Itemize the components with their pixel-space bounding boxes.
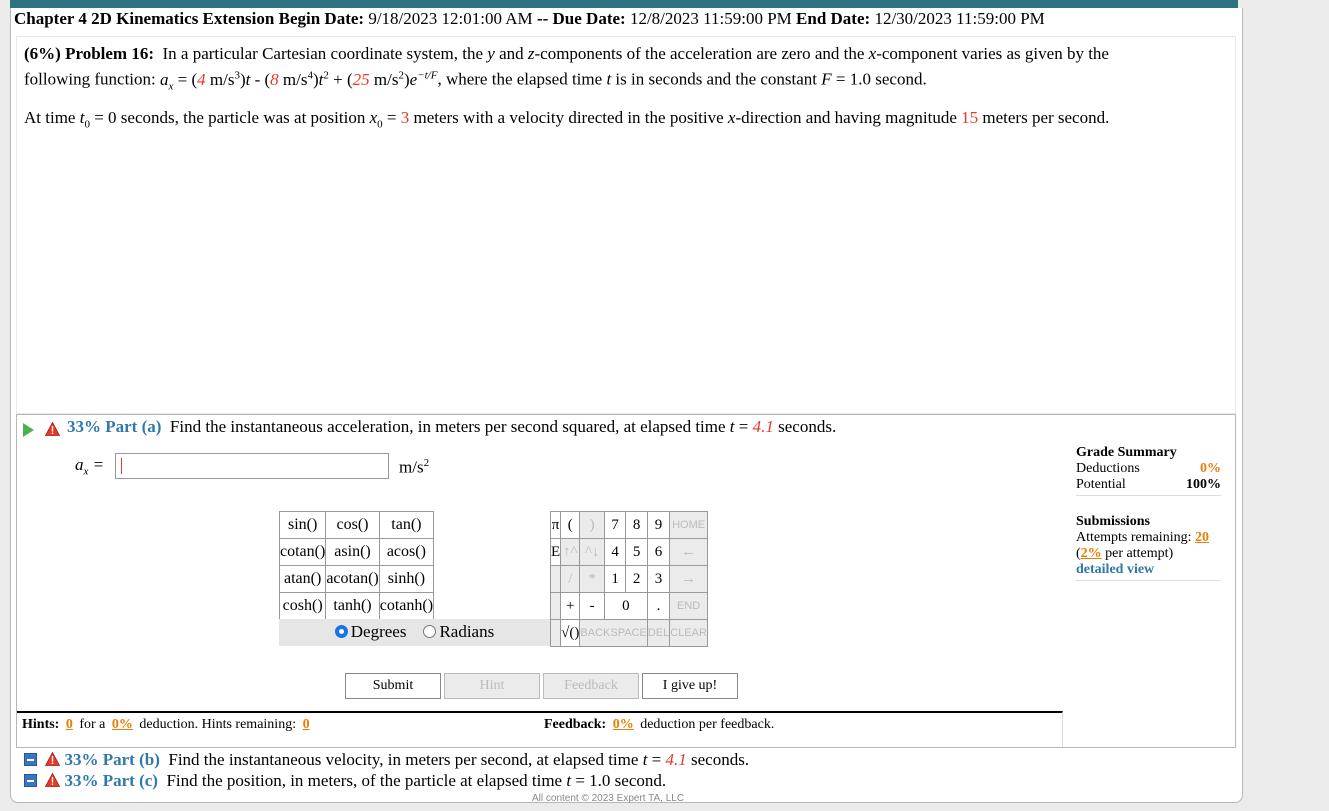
key-cotanh[interactable]: cotanh() <box>379 593 433 620</box>
key-up[interactable]: ↑^ <box>561 539 580 566</box>
warning-icon <box>45 752 60 766</box>
key-9[interactable]: 9 <box>647 512 669 539</box>
submit-button[interactable]: Submit <box>345 673 441 699</box>
problem-conditions: At time $t_0 = 0$ seconds, the particle was at position $x_0 = 3$ meters with a velocity directed in the positive x-direction and having magnitude 15 meters per second. <box>24 108 1110 131</box>
hints-text: deduction. Hints remaining: <box>139 717 297 732</box>
key-tan[interactable]: tan() <box>379 512 433 539</box>
problem-text: is in seconds and the constant <box>615 69 818 89</box>
coef-3: 25 <box>352 69 370 89</box>
hints-label: Hints: <box>22 717 60 732</box>
per-attempt-text: per attempt) <box>1105 546 1174 561</box>
collapse-icon[interactable] <box>24 774 37 787</box>
key-end[interactable]: END <box>670 593 708 620</box>
footer-copyright: All content © 2023 Expert TA, LLC <box>532 793 685 804</box>
warning-icon <box>45 773 60 787</box>
per-attempt-pct: 2% <box>1080 546 1102 561</box>
feedback-deduction: 0% <box>612 717 634 732</box>
due-date: 12/8/2023 11:59:00 PM <box>629 9 792 28</box>
hints-deduction: 0% <box>111 717 133 732</box>
key-del[interactable]: DEL <box>647 620 669 647</box>
answer-input[interactable] <box>115 453 389 479</box>
problem-text: meters with a velocity directed in the positive <box>413 108 724 127</box>
key-4[interactable]: 4 <box>604 539 625 566</box>
radians-radio[interactable] <box>423 625 436 638</box>
part-b-suffix: seconds. <box>691 750 750 769</box>
chapter-title: Chapter 4 2D Kinematics Extension <box>14 9 275 28</box>
coef-2: 8 <box>270 69 279 89</box>
angle-mode-selector <box>279 619 550 646</box>
end-label: End Date: <box>796 9 871 28</box>
answer-label: $a_x$ = <box>75 455 105 478</box>
function-keys <box>279 511 434 620</box>
deductions-value: 0% <box>1200 461 1221 476</box>
key-slash[interactable]: / <box>561 566 580 593</box>
collapse-icon[interactable] <box>24 753 37 766</box>
attempts-value: 20 <box>1194 530 1209 545</box>
math-F: F <box>821 69 832 89</box>
key-acos[interactable]: acos() <box>379 539 433 566</box>
key-dot[interactable]: . <box>647 593 669 620</box>
key-home[interactable]: HOME <box>670 512 708 539</box>
problem-text: = 0 seconds, the particle was at position <box>94 108 366 127</box>
problem-text: meters per second. <box>982 108 1110 127</box>
math-x: x <box>727 108 736 127</box>
key-5[interactable]: 5 <box>626 539 648 566</box>
feedback-label: Feedback: <box>544 717 607 732</box>
problem-text: -direction and having magnitude <box>735 108 957 127</box>
key-plus[interactable]: + <box>561 593 580 620</box>
give-up-button[interactable]: I give up! <box>642 673 738 699</box>
math-t: t <box>606 69 612 89</box>
expanded-play-icon[interactable] <box>23 423 34 437</box>
hints-text: for a <box>79 717 106 732</box>
key-cos[interactable]: cos() <box>326 512 379 539</box>
key-8[interactable]: 8 <box>626 512 648 539</box>
assignment-page <box>10 8 1243 803</box>
due-label: Due Date: <box>552 9 626 28</box>
problem-weight: (6%) <box>24 44 61 63</box>
key-acotan[interactable]: acotan() <box>326 566 379 593</box>
unit-text: m/s <box>399 457 424 477</box>
part-a-panel <box>16 414 1236 748</box>
end-date: 12/30/2023 11:59:00 PM <box>874 9 1045 28</box>
radians-label: Radians <box>439 622 495 641</box>
key-3[interactable]: 3 <box>647 566 669 593</box>
initial-position: 3 <box>400 108 410 127</box>
key-down[interactable]: ^↓ <box>580 539 604 566</box>
number-keys <box>550 511 708 647</box>
key-2[interactable]: 2 <box>626 566 648 593</box>
math-x: x <box>868 44 877 63</box>
part-b-row[interactable]: 33% Part (b) Find the instantaneous velocity, in meters per second, at elapsed time t = 4.1 seconds. <box>24 750 749 770</box>
part-a-time: 4.1 <box>752 417 774 436</box>
key-cotan[interactable]: cotan() <box>280 539 326 566</box>
key-7[interactable]: 7 <box>604 512 625 539</box>
acceleration-formula: $a_x = (4$ $m/s^3)t - (8$ $m/s^4)t^2 + (25$ $m/s^2)e^{-t/F}$ <box>159 69 438 93</box>
problem-text: In a particular Cartesian coordinate system, the <box>162 44 484 63</box>
part-a-prompt: Find the instantaneous acceleration, in meters per second squared, at elapsed time <box>169 417 726 436</box>
key-sin[interactable]: sin() <box>280 512 326 539</box>
problem-text: At time <box>24 108 76 127</box>
key-0[interactable]: 0 <box>604 593 647 620</box>
part-b-weight: 33% <box>64 750 99 769</box>
key-sinh[interactable]: sinh() <box>379 566 433 593</box>
grade-summary-title: Grade Summary <box>1076 445 1177 460</box>
part-c-row[interactable]: 33% Part (c) Find the position, in meters, of the particle at elapsed time t = 1.0 second. <box>24 771 666 791</box>
key-right-arrow[interactable]: → <box>670 566 708 593</box>
math-y: y <box>487 44 495 63</box>
key-blank <box>551 593 561 620</box>
assignment-header <box>14 9 1045 29</box>
key-tanh[interactable]: tanh() <box>326 593 379 620</box>
part-a-suffix: seconds. <box>778 417 837 436</box>
key-minus[interactable]: - <box>580 593 604 620</box>
potential-label: Potential <box>1076 477 1126 492</box>
key-atan[interactable]: atan() <box>280 566 326 593</box>
key-e[interactable]: E <box>551 539 561 566</box>
key-left-arrow[interactable]: ← <box>670 539 708 566</box>
answer-label-a: a <box>75 455 84 474</box>
key-1[interactable]: 1 <box>604 566 625 593</box>
degrees-radio[interactable] <box>335 625 348 638</box>
begin-date: 9/18/2023 12:01:00 AM <box>368 9 533 28</box>
part-b-label: Part (b) <box>102 750 160 769</box>
key-backspace[interactable]: BACKSPACE <box>580 620 647 647</box>
math-z: z <box>527 44 535 63</box>
key-open-paren[interactable]: ( <box>561 512 580 539</box>
top-nav-bar <box>10 0 1238 8</box>
key-star[interactable]: * <box>580 566 604 593</box>
initial-speed: 15 <box>961 108 979 127</box>
hints-remaining: 0 <box>302 717 310 732</box>
potential-value: 100% <box>1186 477 1221 492</box>
grade-summary: Grade Summary Deductions 0% Potential 100% Submissions Attempts remaining: 20 (2% per attempt) detailed view <box>1076 445 1221 581</box>
part-b-prompt: Find the instantaneous velocity, in meters per second, at elapsed time <box>168 750 639 769</box>
feedback-text: deduction per feedback. <box>640 717 775 732</box>
hint-button[interactable]: Hint <box>444 673 540 699</box>
problem-statement <box>16 36 1236 414</box>
part-a-title: 33% Part (a) Find the instantaneous acceleration, in meters per second squared, at elapsed time t = 4.1 seconds. <box>67 417 837 436</box>
key-asin[interactable]: asin() <box>326 539 379 566</box>
deductions-label: Deductions <box>1076 461 1140 476</box>
key-close-paren[interactable]: ) <box>580 512 604 539</box>
part-c-suffix: = 1.0 second. <box>575 771 667 790</box>
problem-text: = 1.0 second. <box>835 69 927 89</box>
answer-unit: $m/s^2$ <box>399 457 430 477</box>
text-cursor <box>121 458 122 474</box>
part-c-weight: 33% <box>64 771 99 790</box>
problem-line-1 <box>24 44 1109 64</box>
key-pi[interactable]: π <box>551 512 561 539</box>
separator: -- <box>536 9 549 28</box>
hints-count: 0 <box>65 717 73 732</box>
problem-number: Problem 16: <box>65 44 154 63</box>
key-clear[interactable]: CLEAR <box>670 620 708 647</box>
problem-text: -components of the acceleration are zero and the <box>534 44 865 63</box>
detailed-view-link[interactable]: detailed view <box>1076 562 1155 577</box>
part-a-label: Part (a) <box>105 417 162 436</box>
key-blank <box>551 566 561 593</box>
problem-text: , where the elapsed time <box>437 69 603 89</box>
problem-text: -component varies as given by the <box>876 44 1109 63</box>
begin-label: Begin Date: <box>278 9 365 28</box>
problem-line-2 <box>24 69 927 92</box>
key-blank <box>551 620 561 647</box>
degrees-label: Degrees <box>350 622 407 641</box>
part-b-time: 4.1 <box>665 750 687 769</box>
coef-1: 4 <box>197 69 206 89</box>
key-sqrt[interactable]: √() <box>561 620 580 647</box>
submissions-title: Submissions <box>1076 514 1150 529</box>
problem-text: following function: <box>24 69 156 89</box>
hints-info <box>17 711 539 747</box>
attempts-label: Attempts remaining: <box>1076 530 1192 545</box>
feedback-info <box>539 711 1063 747</box>
problem-text: and <box>499 44 524 63</box>
feedback-button[interactable]: Feedback <box>543 673 639 699</box>
part-c-label: Part (c) <box>102 771 158 790</box>
key-6[interactable]: 6 <box>647 539 669 566</box>
part-c-prompt: Find the position, in meters, of the particle at elapsed time <box>166 771 563 790</box>
warning-icon <box>45 422 60 436</box>
part-a-weight: 33% <box>67 417 101 436</box>
key-cosh[interactable]: cosh() <box>280 593 326 620</box>
